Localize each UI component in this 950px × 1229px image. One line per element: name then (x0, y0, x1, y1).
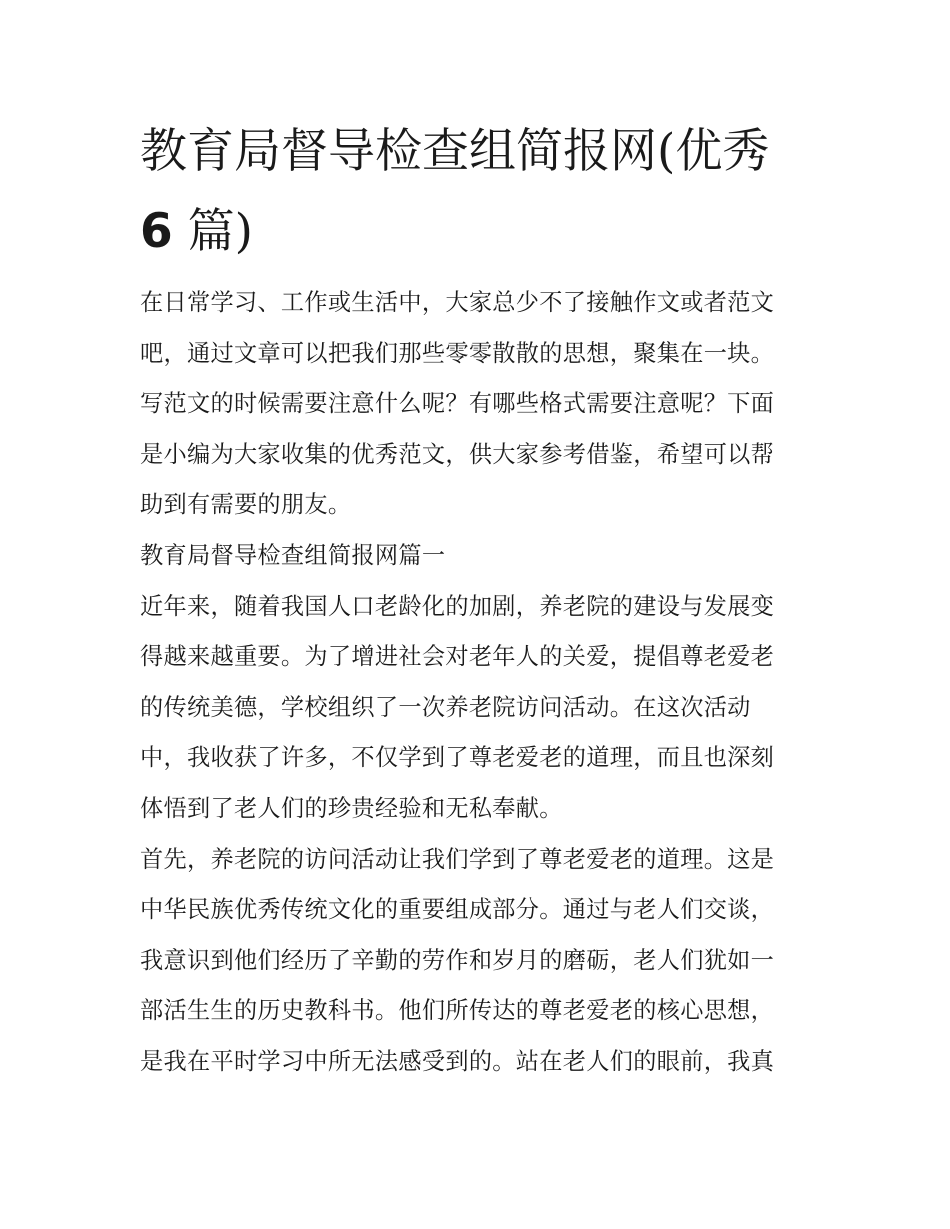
body-line: 首先，养老院的访问活动让我们学到了尊老爱老的道理。这是 (140, 845, 775, 873)
title-line-2 (140, 192, 830, 272)
body-line: 是我在平时学习中所无法感受到的。站在老人们的眼前，我真 (140, 1047, 775, 1075)
document-body (140, 278, 820, 1088)
body-line: 我意识到他们经历了辛勤的劳作和岁月的磨砺，老人们犹如一 (140, 946, 775, 974)
body-line: 是小编为大家收集的优秀范文，供大家参考借鉴，希望可以帮 (140, 440, 775, 468)
body-line: 吧，通过文章可以把我们那些零零散散的思想，聚集在一块。 (140, 339, 775, 367)
title-line-1: 教育局督导检查组简报网(优秀 (140, 124, 770, 179)
body-line: 助到有需要的朋友。 (140, 491, 352, 519)
title-number: 6 (140, 204, 173, 259)
body-line: 部活生生的历史教科书。他们所传达的尊老爱老的核心思想， (140, 997, 775, 1025)
body-line: 近年来，随着我国人口老龄化的加剧，养老院的建设与发展变 (140, 592, 775, 620)
body-line: 写范文的时候需要注意什么呢？有哪些格式需要注意呢？下面 (140, 390, 775, 418)
body-line: 的传统美德，学校组织了一次养老院访问活动。在这次活动 (140, 693, 751, 721)
title-suffix: 篇) (172, 204, 253, 259)
body-line: 在日常学习、工作或生活中，大家总少不了接触作文或者范文 (140, 289, 775, 316)
body-line: 中，我收获了许多，不仅学到了尊老爱老的道理，而且也深刻 (140, 744, 775, 772)
section-heading: 教育局督导检查组简报网篇一 (140, 541, 446, 569)
body-line: 得越来越重要。为了增进社会对老年人的关爱，提倡尊老爱老 (140, 643, 775, 671)
document-title (140, 112, 830, 272)
body-line: 体悟到了老人们的珍贵经验和无私奉献。 (140, 794, 563, 822)
body-line: 中华民族优秀传统文化的重要组成部分。通过与老人们交谈， (140, 896, 775, 924)
